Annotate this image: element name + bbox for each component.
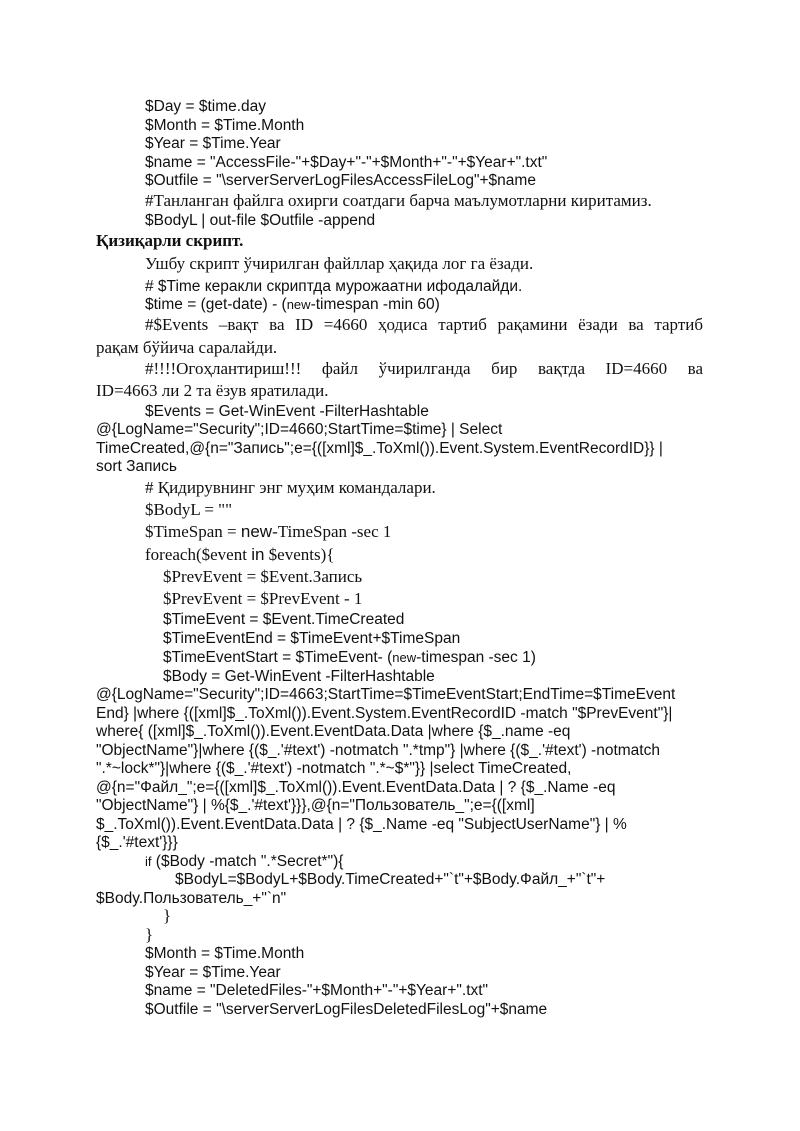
code-line: $Outfile = "\serverServerLogFilesDeletedFilesLog"+$name bbox=[145, 1001, 548, 1018]
comment-line: # Қидирувнинг энг муҳим командалари. bbox=[145, 478, 436, 497]
code-line: $Year = $Time.Year bbox=[145, 964, 281, 981]
code-line: $time = (get-date) - (new-timespan -min 60) bbox=[145, 296, 440, 313]
paragraph-line: Ушбу скрипт ўчирилган файллар ҳақида лог га ёзади. bbox=[145, 254, 534, 273]
code-line: $TimeEvent = $Event.TimeCreated bbox=[163, 611, 405, 628]
code-line: $BodyL = "" bbox=[145, 500, 233, 519]
code-line: "ObjectName"} | %{$_.'#text'}}},@{n="Пользователь_";e={([xml] bbox=[96, 797, 535, 814]
code-line: foreach($event in $events){ bbox=[145, 545, 335, 564]
code-line: @{LogName="Security";ID=4663;StartTime=$TimeEventStart;EndTime=$TimeEvent bbox=[96, 686, 676, 703]
code-line: $TimeEventEnd = $TimeEvent+$TimeSpan bbox=[163, 630, 461, 647]
code-line: $Events = Get-WinEvent -FilterHashtable bbox=[145, 403, 429, 420]
paragraph-line: рақам бўйича саралайди. bbox=[96, 338, 278, 357]
code-line: $Day = $time.day bbox=[145, 98, 267, 115]
code-line: $_.ToXml()).Event.EventData.Data | ? {$_.Name -eq "SubjectUserName"} | % bbox=[96, 816, 627, 833]
code-line: $BodyL=$BodyL+$Body.TimeCreated+"`t"+$Body.Файл_+"`t"+ bbox=[175, 871, 606, 888]
code-line: {$_.'#text'}}} bbox=[96, 834, 178, 851]
warning-line: #!!!!Огоҳлантириш!!! файл ўчирилганда бир вақтда ID=4660 ва bbox=[145, 359, 703, 378]
code-line: $Outfile = "\serverServerLogFilesAccessFileLog"+$name bbox=[145, 172, 536, 189]
code-line: $PrevEvent = $Event.Запись bbox=[163, 567, 363, 586]
code-line: $Body = Get-WinEvent -FilterHashtable bbox=[163, 668, 435, 685]
paragraph-line: #$Events –вақт ва ID =4660 ҳодиса тартиб рақамини ёзади ва тартиб bbox=[145, 315, 703, 334]
code-line: } bbox=[145, 925, 154, 944]
code-line: $name = "DeletedFiles-"+$Month+"-"+$Year+".txt" bbox=[145, 982, 489, 999]
code-line: $Body.Пользователь_+"`n" bbox=[96, 890, 287, 907]
code-line: ".*~lock*"}|where {($_.'#text') -notmatch ".*~$*"}} |select TimeCreated, bbox=[96, 760, 572, 777]
section-heading: Қизиқарли скрипт. bbox=[96, 231, 244, 250]
code-line: if ($Body -match ".*Secret*"){ bbox=[145, 853, 344, 870]
code-line: $Month = $Time.Month bbox=[145, 117, 305, 134]
code-line: $BodyL | out-file $Outfile -append bbox=[145, 212, 376, 229]
code-line: $TimeEventStart = $TimeEvent- (new-timespan -sec 1) bbox=[163, 649, 536, 666]
code-line: } bbox=[163, 906, 172, 925]
warning-line: ID=4663 ли 2 та ёзув яратилади. bbox=[96, 381, 329, 400]
code-line: $name = "AccessFile-"+$Day+"-"+$Month+"-"+$Year+".txt" bbox=[145, 154, 548, 171]
comment-line: #Танланган файлга охирги соатдаги барча маълумотларни киритамиз. bbox=[145, 191, 652, 210]
code-line: "ObjectName"}|where {($_.'#text') -notmatch ".*tmp"} |where {($_.'#text') -notmatch bbox=[96, 742, 660, 759]
code-line: $PrevEvent = $PrevEvent - 1 bbox=[163, 589, 363, 608]
code-line: where{ ([xml]$_.ToXml()).Event.EventData.Data |where {$_.name -eq bbox=[96, 723, 571, 740]
code-line: @{n="Файл_";e={([xml]$_.ToXml()).Event.EventData.Data | ? {$_.Name -eq bbox=[96, 779, 616, 796]
code-line: @{LogName="Security";ID=4660;StartTime=$time} | Select bbox=[96, 421, 503, 438]
code-line: $Month = $Time.Month bbox=[145, 945, 305, 962]
code-line: $TimeSpan = new-TimeSpan -sec 1 bbox=[145, 522, 392, 541]
code-line: # $Time керакли скриптда мурожаатни ифодалайди. bbox=[145, 278, 523, 295]
code-line: sort Запись bbox=[96, 458, 178, 475]
code-line: TimeCreated,@{n="Запись";e={([xml]$_.ToXml()).Event.System.EventRecordID}} | bbox=[96, 440, 663, 457]
code-line: $Year = $Time.Year bbox=[145, 135, 281, 152]
code-line: End} |where {([xml]$_.ToXml()).Event.System.EventRecordID -match "$PrevEvent"}| bbox=[96, 705, 673, 722]
